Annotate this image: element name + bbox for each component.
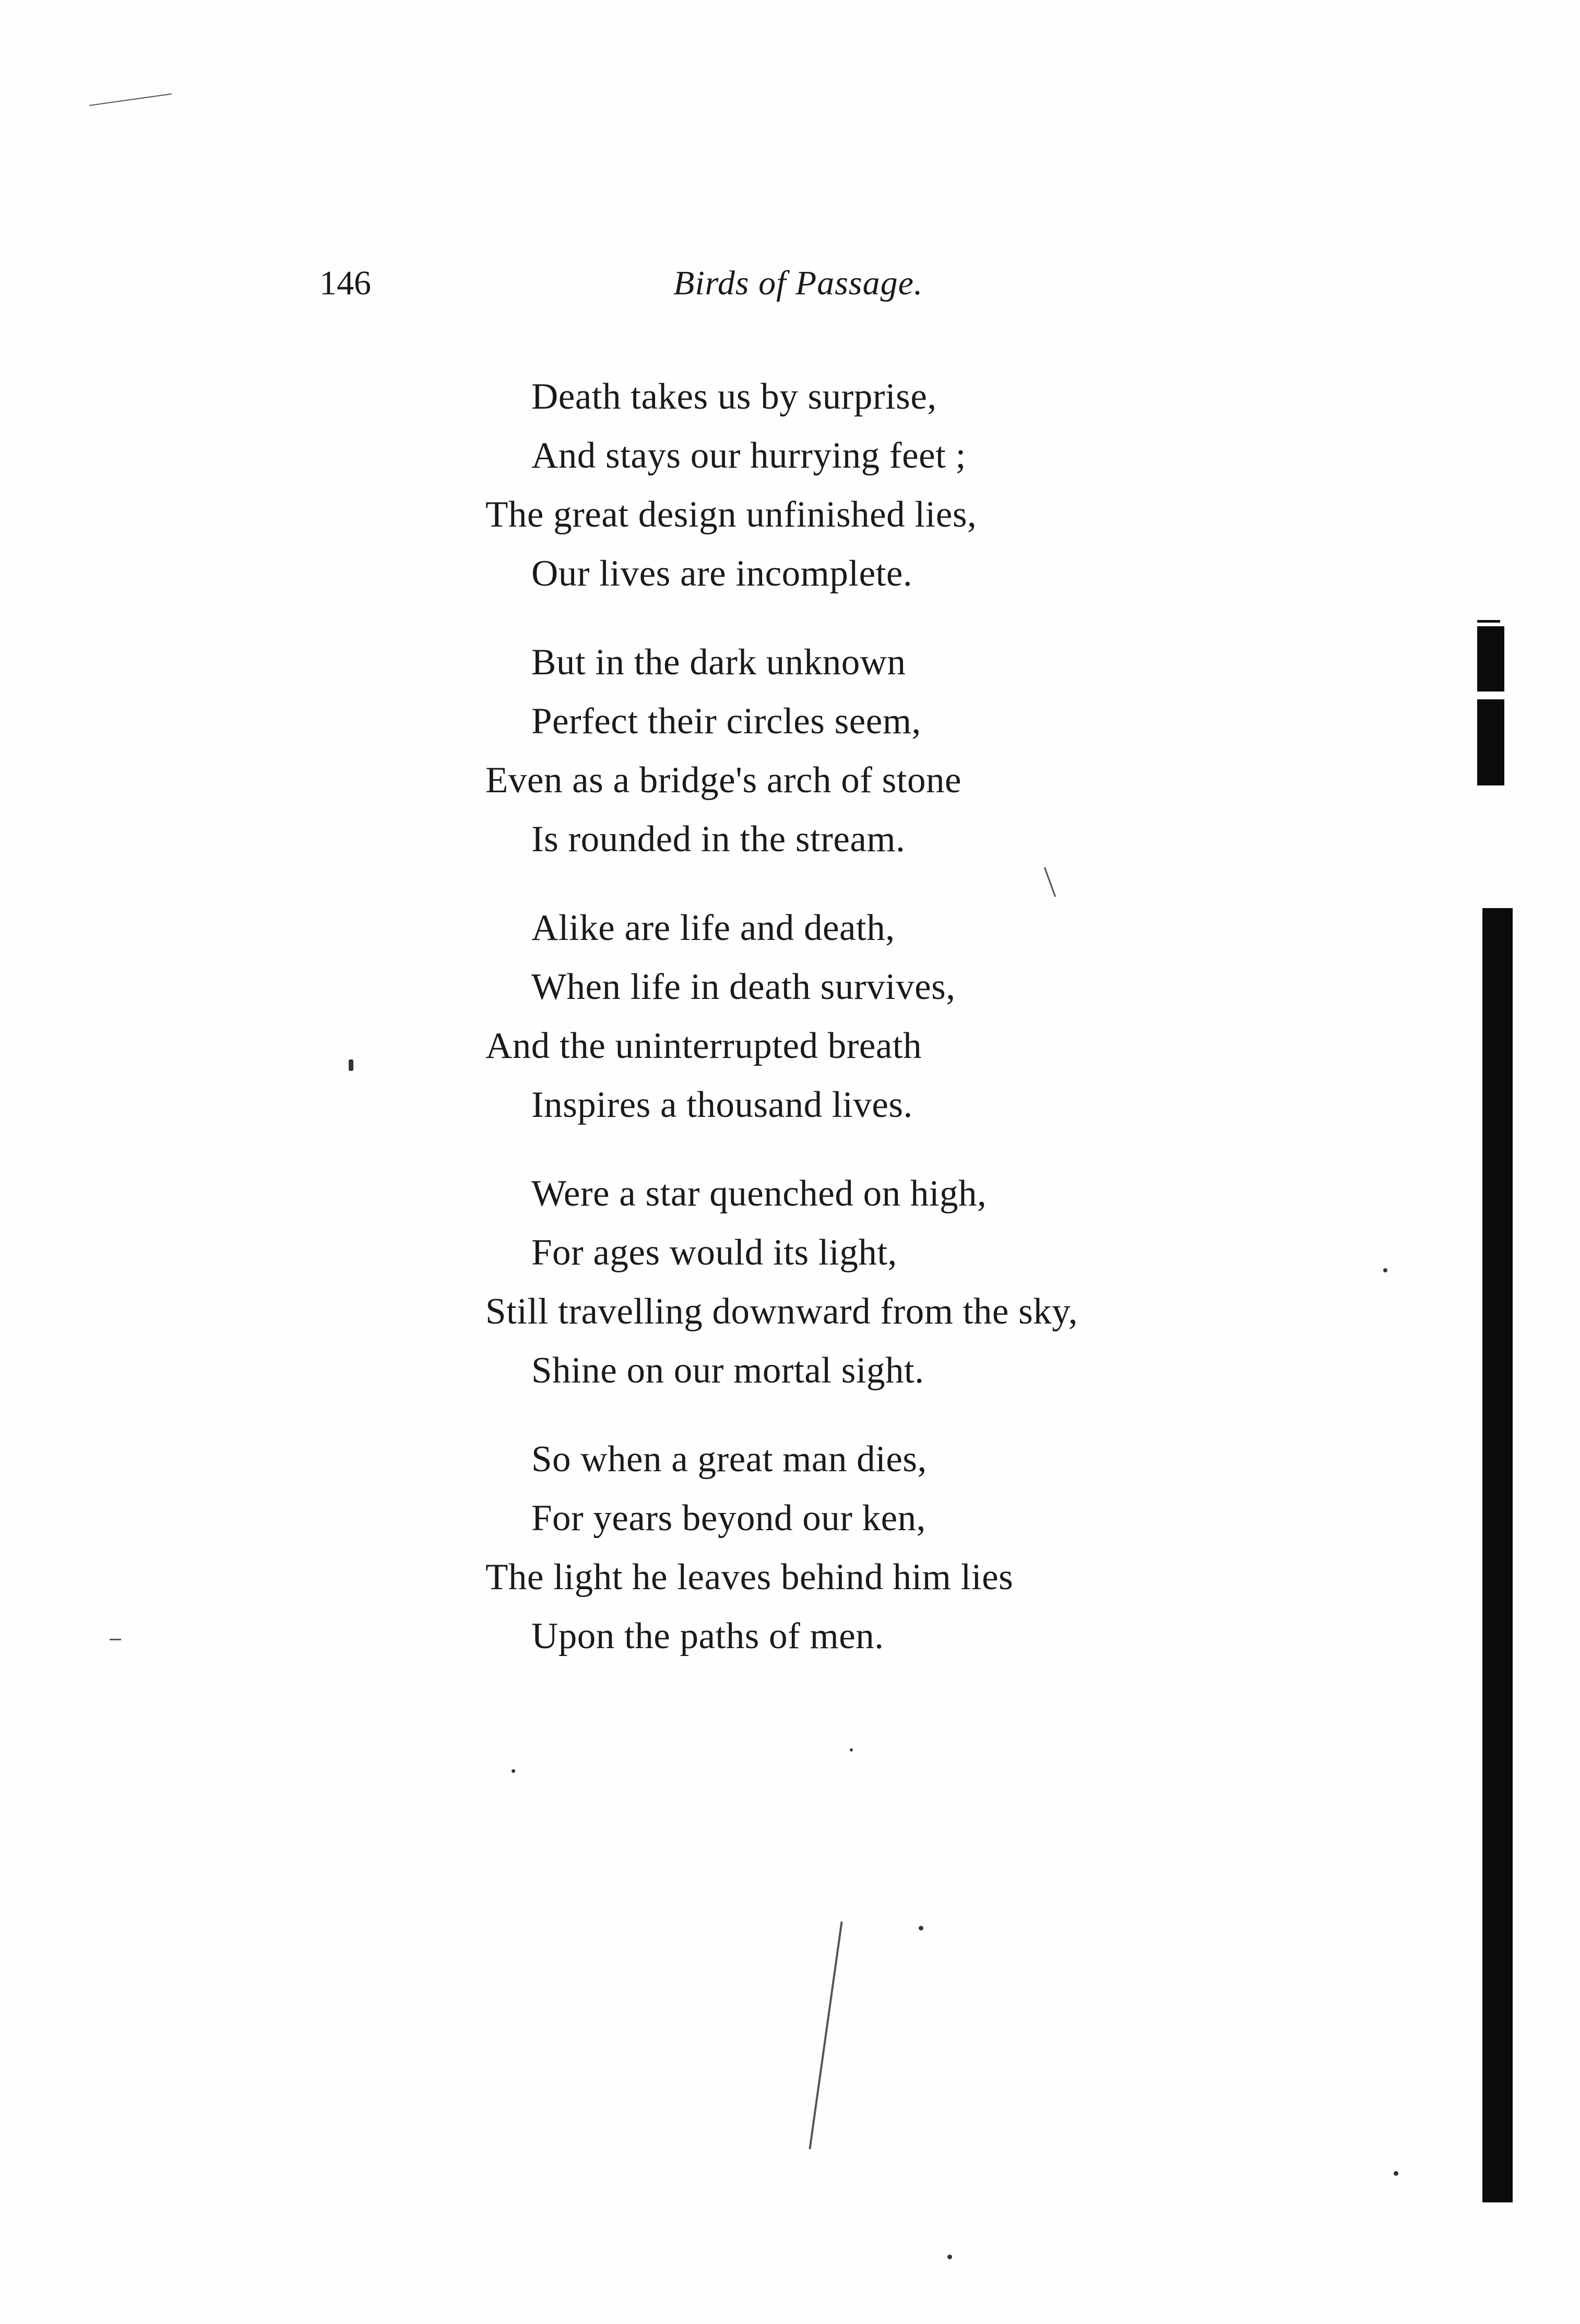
stanza bbox=[485, 633, 1216, 869]
running-title: Birds of Passage. bbox=[673, 264, 923, 302]
scan-speck bbox=[850, 1748, 853, 1751]
scan-speck bbox=[512, 1769, 515, 1773]
poem-line: Alike are life and death, bbox=[531, 908, 895, 948]
poem-line: For years beyond our ken, bbox=[531, 1498, 926, 1539]
scan-speck bbox=[919, 1926, 923, 1930]
poem-line: Still travelling downward from the sky, bbox=[485, 1291, 1078, 1332]
poem-line: Were a star quenched on high, bbox=[531, 1173, 987, 1214]
scan-edge-bar-top bbox=[1477, 626, 1504, 692]
poem-line: Death takes us by surprise, bbox=[531, 376, 937, 417]
scan-edge-bar-long bbox=[1482, 908, 1513, 2202]
poem-line: And the uninterrupted breath bbox=[485, 1026, 922, 1066]
poem-line: Our lives are incomplete. bbox=[531, 553, 913, 594]
poem-line: Perfect their circles seem, bbox=[531, 701, 921, 742]
scan-speck bbox=[1383, 1268, 1387, 1272]
scan-mark bbox=[89, 93, 172, 106]
scan-mark bbox=[809, 1922, 842, 2149]
poem-line: Even as a bridge's arch of stone bbox=[485, 760, 962, 801]
poem-line: When life in death survives, bbox=[531, 967, 956, 1007]
poem bbox=[485, 367, 1216, 1696]
scan-speck bbox=[349, 1059, 353, 1071]
stanza bbox=[485, 1430, 1216, 1666]
poem-line: Is rounded in the stream. bbox=[531, 819, 906, 860]
stanza bbox=[485, 367, 1216, 603]
poem-line: Inspires a thousand lives. bbox=[531, 1084, 913, 1125]
scan-mark bbox=[110, 1639, 121, 1640]
poem-line: The light he leaves behind him lies bbox=[485, 1557, 1014, 1598]
poem-line: For ages would its light, bbox=[531, 1232, 897, 1273]
poem-line: But in the dark unknown bbox=[531, 642, 906, 683]
scan-edge-bar-tick bbox=[1477, 620, 1500, 623]
poem-line: Upon the paths of men. bbox=[531, 1616, 884, 1656]
page-number: 146 bbox=[319, 264, 371, 302]
scan-speck bbox=[1394, 2171, 1398, 2176]
stanza bbox=[485, 899, 1216, 1135]
poem-line: The great design unfinished lies, bbox=[485, 494, 977, 535]
poem-line: So when a great man dies, bbox=[531, 1439, 927, 1480]
scan-edge-bar-mid bbox=[1477, 699, 1504, 785]
stanza bbox=[485, 1164, 1216, 1400]
poem-line: And stays our hurrying feet ; bbox=[531, 435, 966, 476]
poem-line: Shine on our mortal sight. bbox=[531, 1350, 924, 1391]
scan-speck bbox=[947, 2255, 952, 2259]
